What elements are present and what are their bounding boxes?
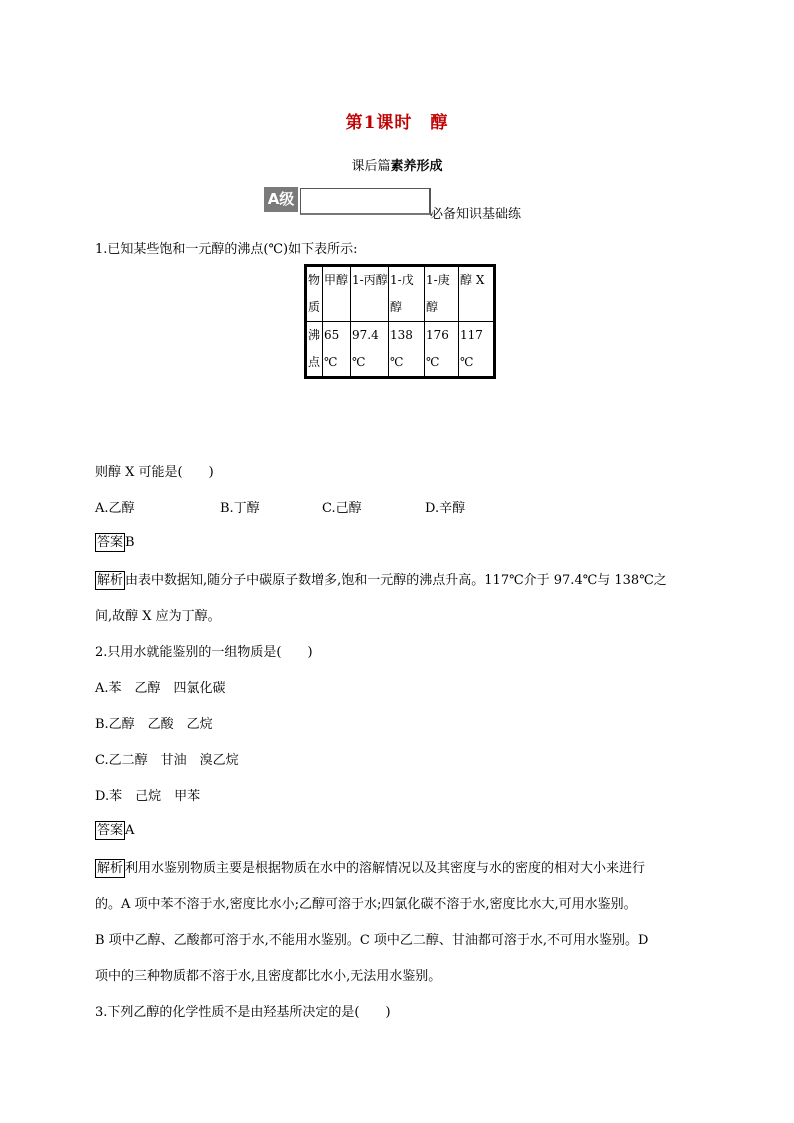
q2-option-b: B.乙醇 乙酸 乙烷 [95,717,213,732]
q1-option-c: C.己醇 [322,501,362,516]
table-cell: 65 ℃ [323,322,351,378]
table-cell: 醇 X [459,266,495,322]
q1-analysis-line-2: 间,故醇 X 应为丁醇。 [95,609,221,624]
analysis-tag: 解析 [97,861,124,876]
boiling-point-table [304,264,496,379]
q1-analysis-text-1: 由表中数据知,随分子中碳原子数增多,饱和一元醇的沸点升高。117℃介于 97.4℃与 138℃之 [125,573,667,588]
q2-option-c: C.乙二醇 甘油 溴乙烷 [95,753,239,768]
table-cell: 1-戊醇 [389,266,425,322]
q2-analysis-text-1: 利用水鉴别物质主要是根据物质在水中的溶解情况以及其密度与水的密度的相对大小来进行 [125,861,646,876]
page-title: 第1课时 醇 [345,113,449,133]
level-box [300,188,431,215]
q1-answer: B [125,535,135,550]
table-cell: 1-庚醇 [425,266,459,322]
level-label: 必备知识基础练 [430,207,522,222]
table-cell: 176 ℃ [425,322,459,378]
q2-stem: 2.只用水就能鉴别的一组物质是( ) [95,645,313,660]
q1-option-d: D.辛醇 [425,501,466,516]
subtitle-plain: 课后篇 [351,159,391,174]
level-badge: A级 [264,187,298,212]
table-cell: 117 ℃ [459,322,495,378]
section-subtitle [0,155,794,174]
subtitle-bold: 素养形成 [390,159,443,174]
q2-analysis-line-2: 的。A 项中苯不溶于水,密度比水小;乙醇可溶于水;四氯化碳不溶于水,密度比水大,可用水鉴别。 [95,897,637,912]
q2-answer: A [125,823,135,838]
answer-tag: 答案 [97,535,124,550]
q2-analysis-line-1 [95,857,645,878]
table-cell: 138 ℃ [389,322,425,378]
q1-option-b: B.丁醇 [220,501,260,516]
table-cell: 甲醇 [323,266,351,322]
q2-answer-line [95,821,134,840]
q1-question: 则醇 X 可能是( ) [95,465,214,480]
q1-stem: 1.已知某些饱和一元醇的沸点(℃)如下表所示: [95,242,358,257]
q3-stem: 3.下列乙醇的化学性质不是由羟基所决定的是( ) [95,1005,391,1020]
q1-answer-line [95,533,135,552]
q2-option-a: A.苯 乙醇 四氯化碳 [95,681,226,696]
table-cell: 97.4 ℃ [351,322,389,378]
q2-option-d: D.苯 己烷 甲苯 [95,789,201,804]
answer-tag: 答案 [97,823,124,838]
table-row [306,322,495,378]
table-row [306,266,495,322]
q1-option-a: A.乙醇 [95,501,135,516]
table-cell: 物质 [306,266,323,322]
table-cell: 沸点 [306,322,323,378]
q1-analysis-line-1 [95,569,667,590]
q2-analysis-line-4: 项中的三种物质都不溶于水,且密度都比水小,无法用水鉴别。 [95,969,442,984]
analysis-tag: 解析 [97,573,124,588]
table-cell: 1-丙醇 [351,266,389,322]
q2-analysis-line-3: B 项中乙醇、乙酸都可溶于水,不能用水鉴别。C 项中乙二醇、甘油都可溶于水,不可用水鉴别。D [95,933,649,948]
